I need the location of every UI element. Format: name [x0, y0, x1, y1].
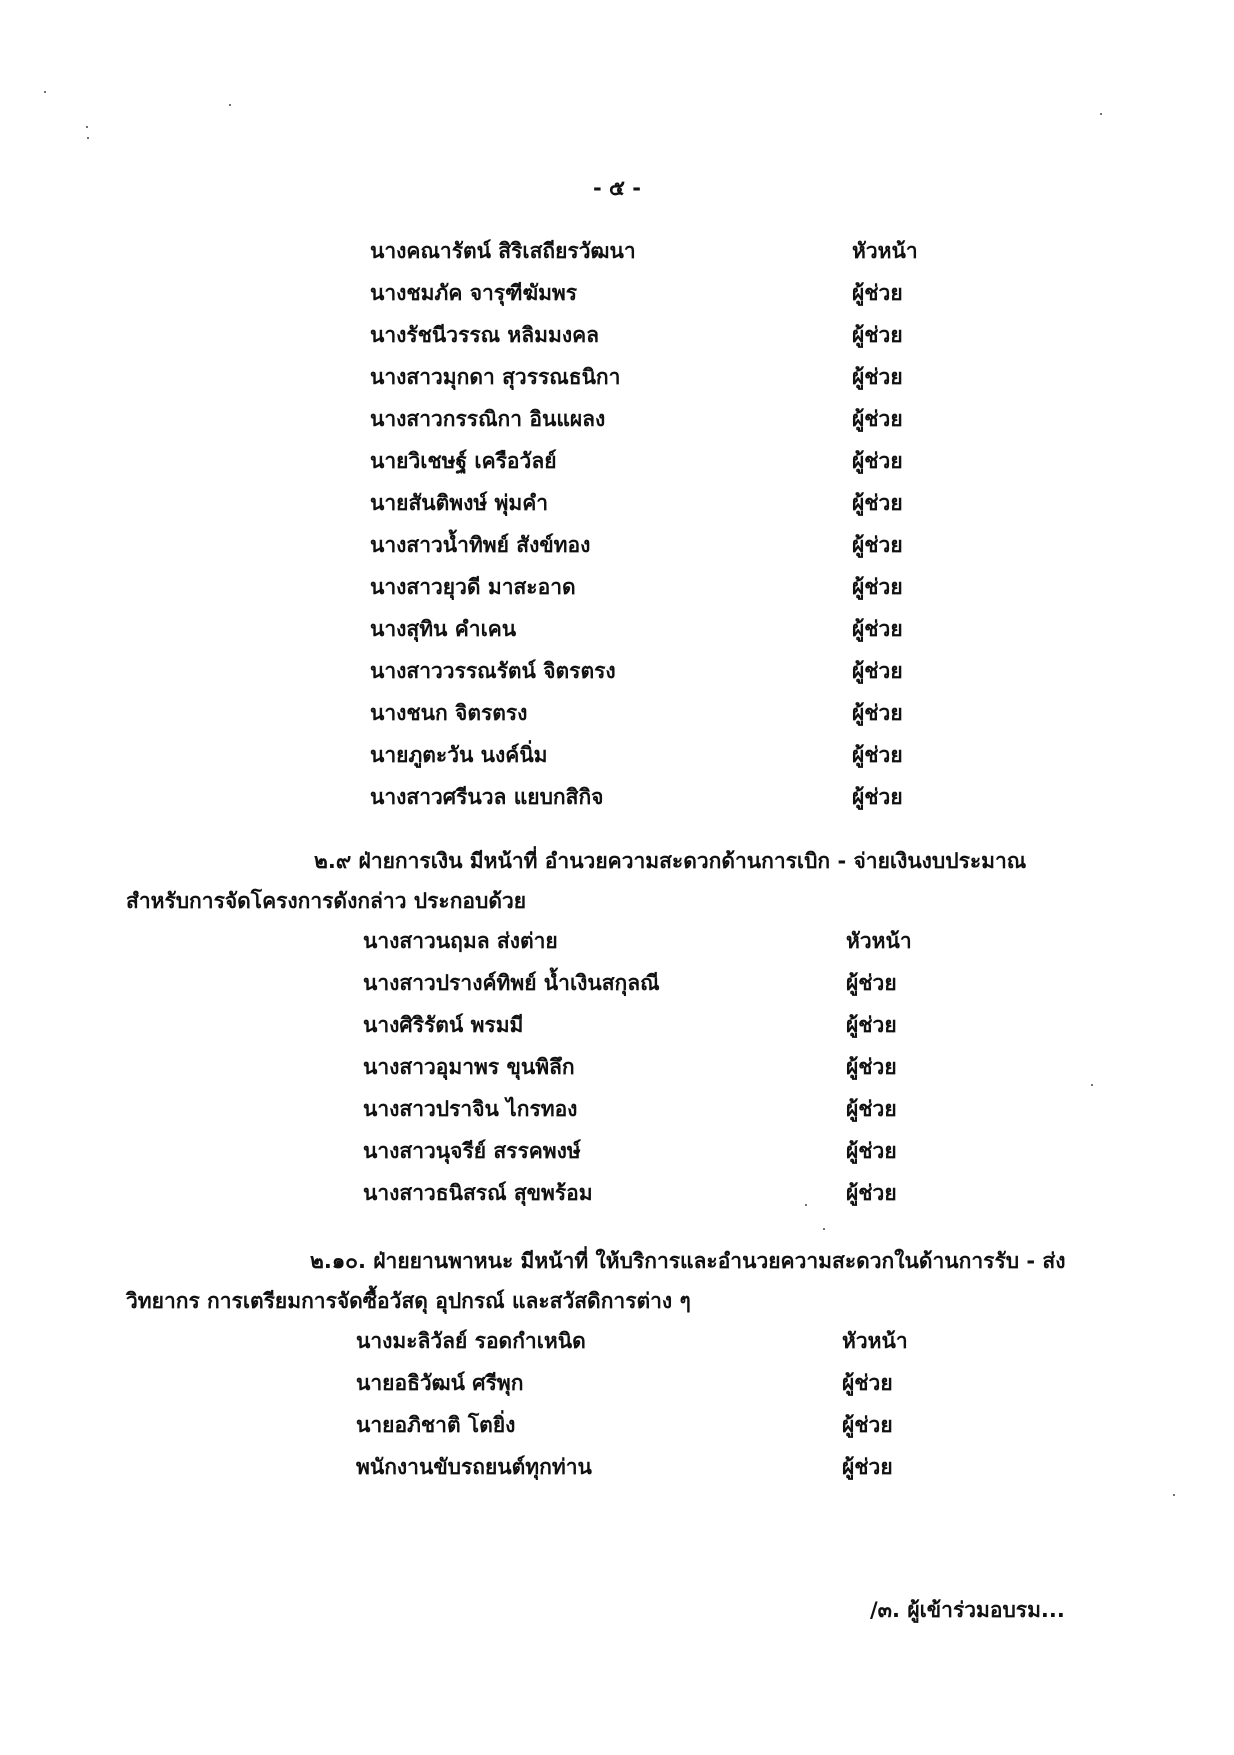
list-item	[0, 404, 1234, 446]
person-name: นางชมภัค จารุฑีฆัมพร	[370, 281, 578, 305]
person-role: ผู้ช่วย	[842, 1371, 893, 1395]
list-item	[0, 572, 1234, 614]
person-role: หัวหน้า	[842, 1329, 908, 1353]
person-name: นางสาวปราจิน ไกรทอง	[363, 1097, 578, 1121]
person-name: นางสาวยุวดี มาสะอาด	[370, 575, 576, 599]
person-role: ผู้ช่วย	[852, 743, 903, 767]
person-role: ผู้ช่วย	[852, 407, 903, 431]
person-name: นางสาวมุกดา สุวรรณธนิกา	[370, 365, 621, 389]
scan-speck	[1173, 1494, 1175, 1496]
person-role: ผู้ช่วย	[852, 323, 903, 347]
person-name: นายอภิชาติ โตยิ่ง	[356, 1413, 516, 1437]
person-name: นางรัชนีวรรณ หลิมมงคล	[370, 323, 600, 347]
list-item	[0, 320, 1234, 362]
section-2-9-line1: ๒.๙ ฝ่ายการเงิน มีหน้าที่ อำนวยความสะดวกด้านการเบิก - จ่ายเงินงบประมาณ	[314, 849, 1027, 873]
list-item	[0, 698, 1234, 740]
person-role: ผู้ช่วย	[846, 1181, 897, 1205]
list-item	[0, 1094, 1234, 1136]
scan-speck	[86, 126, 88, 128]
person-role: ผู้ช่วย	[852, 659, 903, 683]
list-item	[0, 488, 1234, 530]
footer-continuation: /๓. ผู้เข้าร่วมอบรม...	[870, 1598, 1065, 1622]
person-name: นางคณารัตน์ สิริเสถียรวัฒนา	[370, 239, 636, 263]
person-name: นายสันติพงษ์ พุ่มคำ	[370, 491, 549, 515]
person-name: นางสาวนุจรีย์ สรรคพงษ์	[363, 1139, 581, 1163]
person-role: หัวหน้า	[846, 929, 912, 953]
list-item	[0, 530, 1234, 572]
list-item	[0, 1010, 1234, 1052]
person-name: นางศิริรัตน์ พรมมี	[363, 1013, 524, 1037]
list-item	[0, 1052, 1234, 1094]
person-name: นางสาวธนิสรณ์ สุขพร้อม	[363, 1181, 593, 1205]
person-role: ผู้ช่วย	[842, 1455, 893, 1479]
person-role: ผู้ช่วย	[852, 365, 903, 389]
person-name: นางสุทิน คำเคน	[370, 617, 517, 641]
person-role: ผู้ช่วย	[852, 617, 903, 641]
list-item	[0, 614, 1234, 656]
list-item	[0, 362, 1234, 404]
list-item	[0, 278, 1234, 320]
section-2-9-line2: สำหรับการจัดโครงการดังกล่าว ประกอบด้วย	[126, 889, 527, 913]
person-name: นายภูตะวัน นงค์นิ่ม	[370, 743, 548, 767]
person-role: ผู้ช่วย	[846, 1097, 897, 1121]
person-name: นางสาวอุมาพร ขุนพิลึก	[363, 1055, 575, 1079]
staff-list-group1	[0, 236, 1234, 824]
scan-speck	[1100, 113, 1102, 115]
list-item	[0, 968, 1234, 1010]
person-role: ผู้ช่วย	[852, 491, 903, 515]
list-item	[0, 1178, 1234, 1220]
person-name: นางมะลิวัลย์ รอดกำเหนิด	[356, 1329, 586, 1353]
page-number: - ๕ -	[593, 176, 641, 200]
list-item	[0, 656, 1234, 698]
person-role: ผู้ช่วย	[842, 1413, 893, 1437]
list-item	[0, 1410, 1234, 1452]
person-role: ผู้ช่วย	[846, 1055, 897, 1079]
person-name: นางชนก จิตรตรง	[370, 701, 528, 725]
person-name: นางสาวนฤมล ส่งต่าย	[363, 929, 558, 953]
list-item	[0, 1368, 1234, 1410]
staff-list-finance	[0, 926, 1234, 1220]
person-name: พนักงานขับรถยนต์ทุกท่าน	[356, 1455, 592, 1479]
scan-speck	[44, 91, 46, 93]
scan-speck	[823, 1228, 825, 1230]
list-item	[0, 1326, 1234, 1368]
person-role: ผู้ช่วย	[846, 971, 897, 995]
list-item	[0, 926, 1234, 968]
person-name: นางสาววรรณรัตน์ จิตรตรง	[370, 659, 616, 683]
list-item	[0, 446, 1234, 488]
list-item	[0, 740, 1234, 782]
person-name: นายวิเชษฐ์ เครือวัลย์	[370, 449, 557, 473]
list-item	[0, 782, 1234, 824]
person-role: ผู้ช่วย	[852, 701, 903, 725]
section-2-10-line1: ๒.๑๐. ฝ่ายยานพาหนะ มีหน้าที่ ให้บริการและอำนวยความสะดวกในด้านการรับ - ส่ง	[310, 1249, 1066, 1273]
person-role: ผู้ช่วย	[852, 449, 903, 473]
scan-speck	[87, 137, 89, 139]
person-name: นางสาวน้ำทิพย์ สังข์ทอง	[370, 533, 591, 557]
person-role: ผู้ช่วย	[852, 785, 903, 809]
list-item	[0, 1136, 1234, 1178]
staff-list-vehicles	[0, 1326, 1234, 1494]
person-role: ผู้ช่วย	[846, 1013, 897, 1037]
person-name: นางสาวศรีนวล แยบกสิกิจ	[370, 785, 604, 809]
section-2-10-line2: วิทยากร การเตรียมการจัดซื้อวัสดุ อุปกรณ์ และสวัสดิการต่าง ๆ	[126, 1289, 691, 1313]
list-item	[0, 1452, 1234, 1494]
person-role: ผู้ช่วย	[846, 1139, 897, 1163]
person-role: ผู้ช่วย	[852, 575, 903, 599]
person-role: ผู้ช่วย	[852, 281, 903, 305]
person-role: ผู้ช่วย	[852, 533, 903, 557]
list-item	[0, 236, 1234, 278]
person-role: หัวหน้า	[852, 239, 918, 263]
person-name: นายอธิวัฒน์ ศรีพุก	[356, 1371, 524, 1395]
person-name: นางสาวกรรณิกา อินแผลง	[370, 407, 606, 431]
person-name: นางสาวปรางค์ทิพย์ น้ำเงินสกุลณี	[363, 971, 660, 995]
scan-speck	[229, 104, 231, 106]
